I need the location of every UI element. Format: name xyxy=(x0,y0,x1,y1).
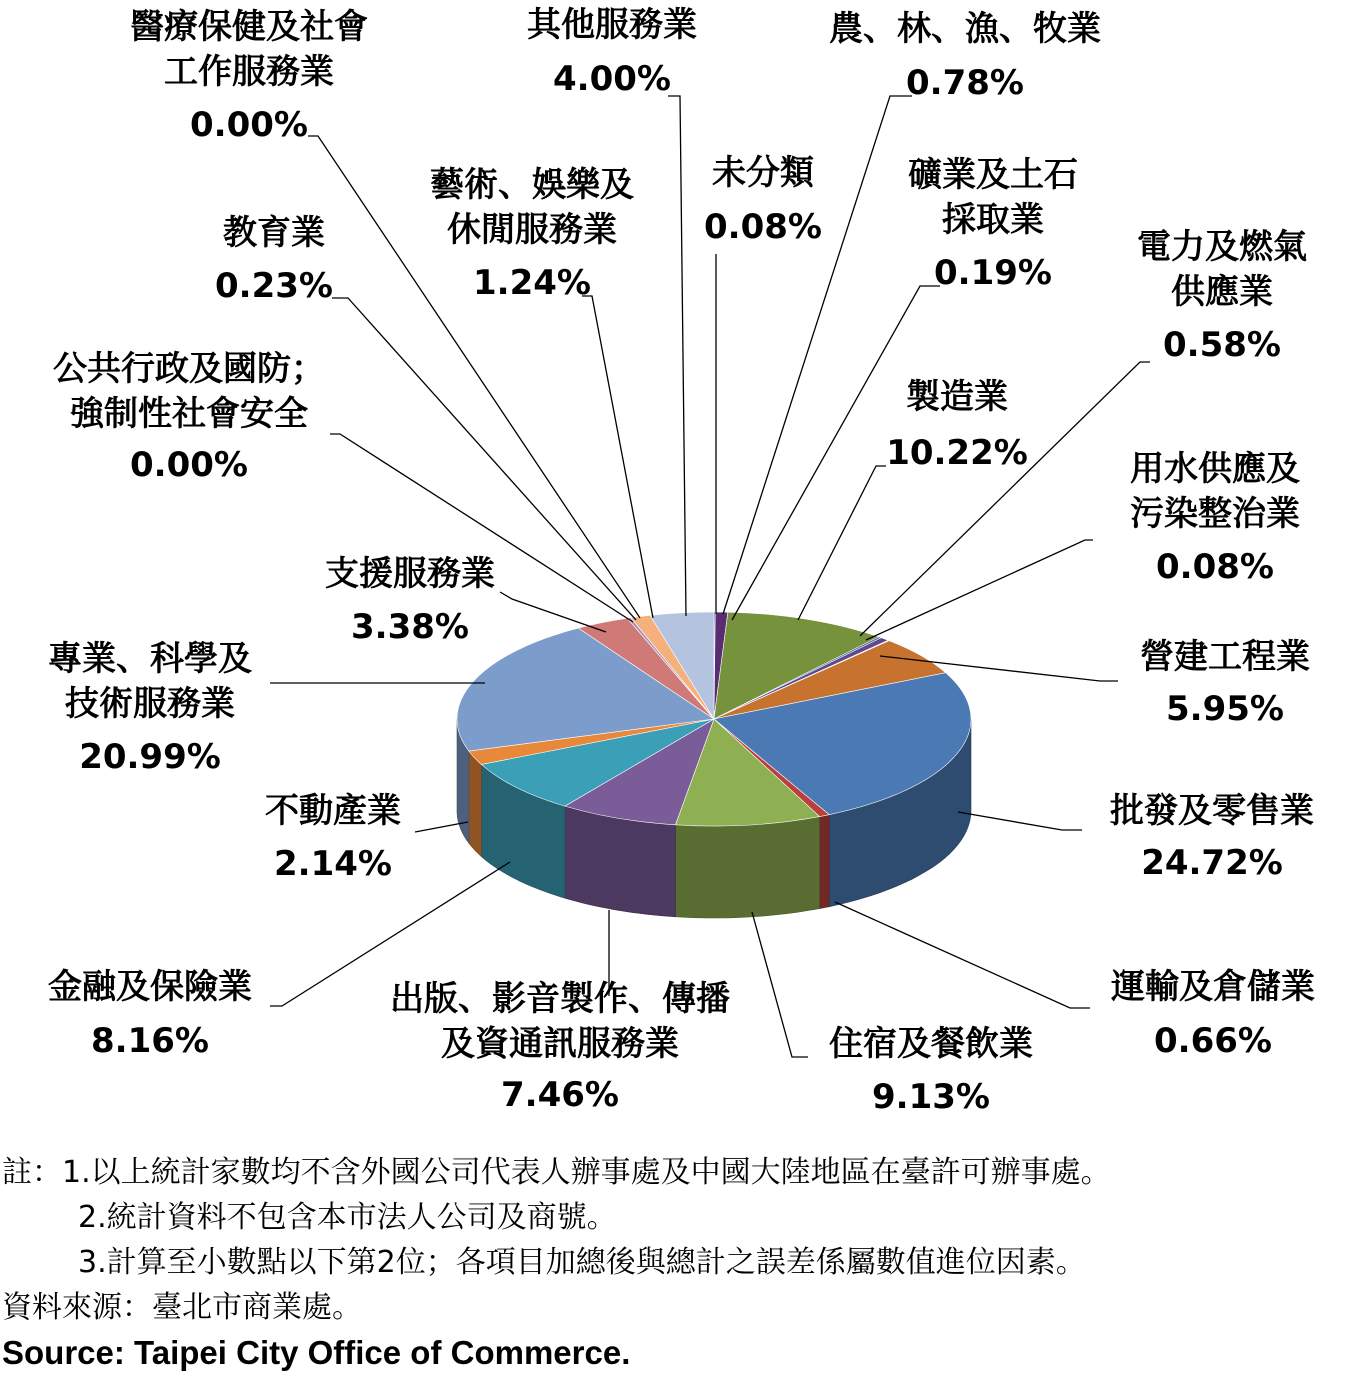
slice-value-0: 0.08% xyxy=(704,207,822,247)
slice-value-15: 0.00% xyxy=(130,445,248,485)
source-english: Source: Taipei City Office of Commerce. xyxy=(2,1334,631,1371)
slice-value-9: 9.13% xyxy=(872,1077,990,1117)
slice-label-11: 金融及保險業 xyxy=(48,967,252,1007)
leader-line-2 xyxy=(798,466,886,620)
slice-label-17-line1: 醫療保健及社會 xyxy=(130,7,368,47)
slice-label-2: 製造業 xyxy=(906,377,1008,417)
slice-label-13-line2: 技術服務業 xyxy=(65,684,235,724)
slice-value-4: 0.58% xyxy=(1163,325,1281,365)
data-source-note: 資料來源：臺北市商業處。 xyxy=(2,1290,362,1325)
leader-line-9 xyxy=(752,912,808,1057)
note-2: 2.統計資料不包含本市法人公司及商號。 xyxy=(78,1200,617,1235)
slice-label-5-line1: 用水供應及 xyxy=(1130,449,1300,489)
slice-label-16: 教育業 xyxy=(223,213,325,253)
slice-label-9: 住宿及餐飲業 xyxy=(829,1024,1033,1064)
slice-value-12: 2.14% xyxy=(274,844,392,884)
pie-slices xyxy=(457,612,971,826)
slice-label-6: 營建工程業 xyxy=(1140,637,1310,677)
slice-label-18-line2: 休閒服務業 xyxy=(447,210,617,250)
slice-value-16: 0.23% xyxy=(215,266,333,306)
slice-value-7: 24.72% xyxy=(1141,843,1283,883)
pie-side-9 xyxy=(676,817,820,918)
slice-label-15-line2: 強制性社會安全 xyxy=(70,394,308,434)
leader-line-18 xyxy=(582,296,653,618)
slice-label-7: 批發及零售業 xyxy=(1110,791,1314,831)
note-1: 註：1.以上統計家數均不含外國公司代表人辦事處及中國大陸地區在臺許可辦事處。 xyxy=(2,1155,1111,1190)
slice-value-6: 5.95% xyxy=(1166,689,1284,729)
notes xyxy=(2,1150,1364,1375)
slice-label-0: 未分類 xyxy=(712,153,814,193)
slice-label-8: 運輸及倉儲業 xyxy=(1111,967,1315,1007)
slice-label-13-line1: 專業、科學及 xyxy=(48,639,252,679)
slice-label-3-line1: 礦業及土石 xyxy=(908,155,1078,195)
leader-line-19 xyxy=(668,96,686,616)
slice-value-18: 1.24% xyxy=(473,263,591,303)
slice-value-2: 10.22% xyxy=(886,433,1028,473)
leader-line-17 xyxy=(308,136,640,618)
slice-label-1: 農、林、漁、牧業 xyxy=(829,9,1101,49)
slice-value-17: 0.00% xyxy=(190,105,308,145)
slice-value-10: 7.46% xyxy=(501,1075,619,1115)
slice-label-5-line2: 污染整治業 xyxy=(1130,494,1300,534)
slice-value-1: 0.78% xyxy=(906,63,1024,103)
slice-label-10-line2: 及資通訊服務業 xyxy=(441,1024,679,1064)
slice-value-11: 8.16% xyxy=(91,1021,209,1061)
slice-value-3: 0.19% xyxy=(934,253,1052,293)
slice-label-14: 支援服務業 xyxy=(325,554,495,594)
note-3: 3.計算至小數點以下第2位；各項目加總後與總計之誤差係屬數值進位因素。 xyxy=(78,1245,1086,1280)
leader-line-7 xyxy=(958,812,1082,830)
slice-label-17-line2: 工作服務業 xyxy=(164,52,334,92)
slice-label-12: 不動產業 xyxy=(265,791,401,831)
slice-label-3-line2: 採取業 xyxy=(942,200,1044,240)
leader-line-14 xyxy=(500,592,606,632)
slice-value-19: 4.00% xyxy=(553,59,671,99)
slice-value-8: 0.66% xyxy=(1154,1021,1272,1061)
pie-side-8 xyxy=(820,815,830,909)
slice-label-18-line1: 藝術、娛樂及 xyxy=(430,165,634,205)
slice-label-19: 其他服務業 xyxy=(527,5,697,45)
slice-value-14: 3.38% xyxy=(351,607,469,647)
slice-value-5: 0.08% xyxy=(1156,547,1274,587)
pie-side-12 xyxy=(469,751,482,856)
slice-label-4-line1: 電力及燃氣 xyxy=(1137,227,1307,267)
slice-label-4-line2: 供應業 xyxy=(1171,272,1273,312)
slice-label-15-line1: 公共行政及國防； xyxy=(53,349,325,389)
leader-line-5 xyxy=(866,540,1093,640)
slice-value-13: 20.99% xyxy=(79,737,221,777)
leader-line-8 xyxy=(835,902,1090,1008)
slice-label-10-line1: 出版、影音製作、傳播 xyxy=(390,979,730,1019)
